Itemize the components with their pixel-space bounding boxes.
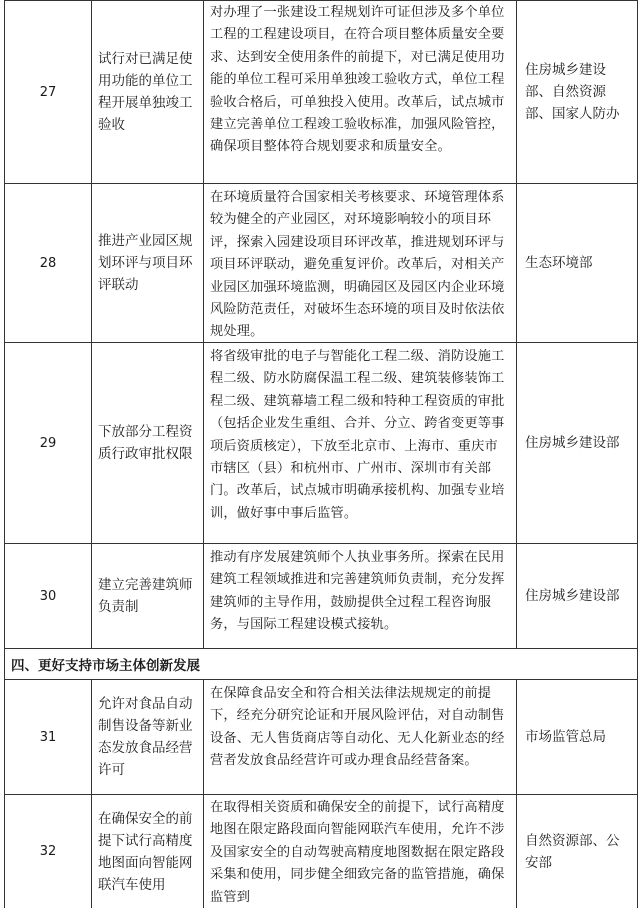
reform-item: 允许对食品自动制售设备等新业态发放食品经营许可 (92, 680, 204, 794)
reform-content: 将省级审批的电子与智能化工程二级、消防设施工程二级、防水防腐保温工程二级、建筑装修装饰工程二级、建筑幕墙工程二级和特种工程资质的审批（包括企业发生重组、合并、分立、跨省变更等事项后资质核定），下放至北京市、上海市、重庆市市辖区（县）和杭州市、广州市、深圳市有关部门。改革后，试点城市明确承接机构、加强专业培训，做好事中事后监管。 (204, 343, 517, 543)
responsible-department: 市场监管总局 (525, 729, 606, 745)
reform-content: 在保障食品安全和符合相关法律法规规定的前提下，经充分研究论证和开展风险评估，对自动制售设备、无人售货商店等自动化、无人化新业态的经营者发放食品经营许可或办理食品经营备案。 (204, 680, 517, 794)
table-row (4, 794, 638, 908)
responsible-department: 自然资源部、公安部 (525, 832, 620, 871)
row-number: 30 (5, 544, 92, 648)
reform-item: 建立完善建筑师负责制 (92, 544, 204, 648)
responsible-department: 生态环境部 (525, 255, 593, 271)
row-number: 32 (5, 795, 92, 908)
table-row (4, 342, 638, 544)
responsible-department: 住房城乡建设部 (525, 588, 620, 604)
row-number: 27 (5, 1, 92, 183)
row-number: 31 (5, 680, 92, 794)
responsible-department: 住房城乡建设部 (525, 435, 620, 451)
table-row (4, 679, 638, 795)
reform-content: 在环境质量符合国家相关考核要求、环境管理体系较为健全的产业园区，对环境影响较小的项目环评，探索入园建设项目环评改革，推进规划环评与项目环评联动，避免重复评价。改革后，对相关产业园区加强环境监测，明确园区及园区内企业环境风险防范责任，对破坏生态环境的项目及时依法依规处理。 (204, 184, 517, 342)
reform-content: 推动有序发展建筑师个人执业事务所。探索在民用建筑工程领域推进和完善建筑师负责制，充分发挥建筑师的主导作用，鼓励提供全过程工程咨询服务，与国际工程建设模式接轨。 (204, 544, 517, 648)
table-row (4, 543, 638, 649)
reform-item: 下放部分工程资质行政审批权限 (92, 343, 204, 543)
responsible-department: 住房城乡建设部、自然资源部、国家人防办 (525, 62, 620, 122)
row-number: 29 (5, 343, 92, 543)
row-number: 28 (5, 184, 92, 342)
table-row (4, 183, 638, 343)
reform-item: 推进产业园区规划环评与项目环评联动 (92, 184, 204, 342)
reform-content: 对办理了一张建设工程规划许可证但涉及多个单位工程的工程建设项目，在符合项目整体质量安全要求、达到安全使用条件的前提下，对已满足使用功能的单位工程可采用单独竣工验收方式，单位工程验收合格后，可单独投入使用。改革后，试点城市建立完善单位工程竣工验收标准，加强风险管控，确保项目整体符合规划要求和质量安全。 (204, 1, 517, 183)
reform-item: 在确保安全的前提下试行高精度地图面向智能网联汽车使用 (92, 795, 204, 908)
table-row (4, 0, 638, 184)
reform-item: 试行对已满足使用功能的单位工程开展单独竣工验收 (92, 1, 204, 183)
reform-content: 在取得相关资质和确保安全的前提下，试行高精度地图在限定路段面向智能网联汽车使用，允许不涉及国家安全的自动驾驶高精度地图数据在限定路段采集和使用，同步健全细致完备的监管措施，确保监管到 (204, 795, 517, 908)
section-heading: 四、更好支持市场主体创新发展 (4, 648, 638, 680)
